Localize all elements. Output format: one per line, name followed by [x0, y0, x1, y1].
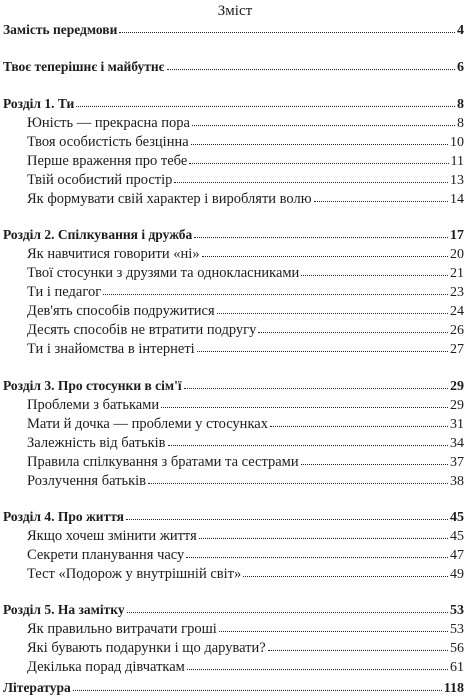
toc-entry — [27, 565, 464, 583]
dot-leader — [187, 668, 448, 670]
toc-entry-label: Твій особистий простір — [27, 172, 173, 188]
toc-entry-page: 38 — [450, 474, 464, 489]
toc-entry — [27, 453, 464, 471]
toc-entry — [27, 264, 464, 282]
toc-entry-page: 45 — [450, 510, 464, 525]
toc-entry-label: Твої стосунки з друзями та однокласниками — [27, 265, 300, 281]
toc-entry-page: 56 — [450, 641, 464, 656]
toc-entry — [27, 171, 464, 189]
toc-entry-page: 37 — [450, 455, 464, 470]
toc-entry-label: Як формувати свій характер і виробляти волю — [27, 191, 312, 207]
toc-entry — [3, 58, 464, 76]
toc-entry — [3, 377, 464, 395]
toc-entry-page: 23 — [450, 285, 464, 300]
toc-entry-page: 20 — [450, 247, 464, 262]
toc-entry — [27, 302, 464, 320]
dot-leader — [197, 350, 448, 352]
toc-entry-page: 6 — [457, 60, 464, 75]
toc-entry — [27, 658, 464, 676]
toc-entry-page: 53 — [450, 603, 464, 618]
toc-entry — [27, 133, 464, 151]
dot-leader — [258, 331, 448, 333]
dot-leader — [191, 143, 448, 145]
toc-entry-label: Юність — прекрасна пора — [27, 115, 190, 131]
toc-entry-label: Розділ 1. Ти — [3, 96, 75, 111]
toc-entry-page: 45 — [450, 529, 464, 544]
toc-entry-label: Десять способів не втратити подругу — [27, 322, 257, 338]
toc-entry — [27, 639, 464, 657]
toc-entry-page: 26 — [450, 323, 464, 338]
toc-entry-page: 11 — [450, 154, 464, 169]
dot-leader — [199, 537, 448, 539]
toc-entry-page: 53 — [450, 622, 464, 637]
toc-entry — [3, 679, 464, 697]
toc-entry-label: Розділ 3. Про стосунки в сім'ї — [3, 378, 182, 393]
toc-entry-page: 14 — [450, 192, 464, 207]
dot-leader — [161, 406, 448, 408]
dot-leader — [194, 236, 448, 238]
toc-entry-page: 21 — [450, 266, 464, 281]
toc-entry-label: Дев'ять способів подружитися — [27, 303, 215, 319]
toc-entry-page: 10 — [450, 135, 464, 150]
toc-entry-label: Які бувають подарунки і що дарувати? — [27, 640, 266, 656]
toc-entry-page: 29 — [450, 398, 464, 413]
dot-leader — [202, 255, 448, 257]
toc-entry-label: Якщо хочеш змінити життя — [27, 528, 197, 544]
toc-entry — [27, 245, 464, 263]
toc-entry-page: 13 — [450, 173, 464, 188]
toc-entry — [27, 321, 464, 339]
toc-entry-page: 47 — [450, 548, 464, 563]
dot-leader — [174, 181, 448, 183]
dot-leader — [270, 425, 448, 427]
dot-leader — [243, 575, 448, 577]
toc-entry-label: Секрети планування часу — [27, 547, 185, 563]
toc-entry-page: 24 — [450, 304, 464, 319]
dot-leader — [189, 162, 448, 164]
toc-entry-label: Розлучення батьків — [27, 473, 147, 489]
toc-entry-page: 27 — [450, 342, 464, 357]
toc-entry — [27, 546, 464, 564]
toc-entry-label: Як правильно витрачати гроші — [27, 621, 217, 637]
toc-entry-page: 34 — [450, 436, 464, 451]
toc-entry-label: Розділ 5. На замітку — [3, 602, 125, 617]
toc-entry-label: Ти і знайомства в інтернеті — [27, 341, 195, 357]
toc-entry — [27, 527, 464, 545]
dot-leader — [314, 200, 448, 202]
toc-entry — [27, 114, 464, 132]
toc-entry-label: Твоє теперішнє і майбутнє — [3, 59, 165, 74]
dot-leader — [192, 124, 455, 126]
toc-entry-page: 29 — [450, 379, 464, 394]
toc-entry-page: 8 — [457, 97, 464, 112]
toc-entry-page: 17 — [450, 228, 464, 243]
dot-leader — [103, 293, 448, 295]
dot-leader — [127, 611, 448, 613]
toc-entry — [27, 396, 464, 414]
dot-leader — [217, 312, 448, 314]
toc-entry-label: Правила спілкування з братами та сестрами — [27, 454, 299, 470]
toc-entry-label: Розділ 4. Про життя — [3, 509, 124, 524]
dot-leader — [148, 482, 448, 484]
toc-entry-page: 49 — [450, 567, 464, 582]
toc-entry-label: Тест «Подорож у внутрішній світ» — [27, 566, 242, 582]
toc-entry — [27, 340, 464, 358]
toc-entry-label: Проблеми з батьками — [27, 397, 160, 413]
dot-leader — [184, 387, 448, 389]
toc-entry-label: Залежність від батьків — [27, 435, 166, 451]
dot-leader — [219, 630, 448, 632]
dot-leader — [268, 649, 448, 651]
toc-entry — [3, 508, 464, 526]
toc-entry-page: 61 — [450, 660, 464, 675]
toc-entry-page: 118 — [443, 681, 464, 696]
dot-leader — [301, 463, 448, 465]
toc-entry-page: 8 — [457, 116, 464, 131]
toc-entry — [3, 95, 464, 113]
dot-leader — [186, 556, 448, 558]
toc-entry-label: Замість передмови — [3, 22, 118, 37]
toc-entry — [27, 283, 464, 301]
dot-leader — [76, 105, 455, 107]
dot-leader — [167, 68, 455, 70]
toc-entry-label: Як навчитися говорити «ні» — [27, 246, 200, 262]
toc-entry-page: 4 — [457, 23, 464, 38]
dot-leader — [73, 689, 442, 691]
toc-entry — [3, 21, 464, 39]
toc-entry — [3, 226, 464, 244]
toc-entry-label: Перше враження про тебе — [27, 153, 188, 169]
toc-entry — [27, 472, 464, 490]
toc-entry — [27, 434, 464, 452]
toc-entry-page: 31 — [450, 417, 464, 432]
toc-entry — [27, 190, 464, 208]
toc-entry-label: Ти і педагог — [27, 284, 102, 300]
toc-entry-label: Мати й дочка — проблеми у стосунках — [27, 416, 268, 432]
toc-title: Зміст — [217, 3, 253, 19]
toc-entry — [27, 152, 464, 170]
toc-entry-label: Розділ 2. Спілкування і дружба — [3, 227, 193, 242]
toc-entry — [3, 601, 464, 619]
toc-entry — [27, 415, 464, 433]
dot-leader — [301, 274, 448, 276]
dot-leader — [168, 444, 448, 446]
dot-leader — [126, 518, 448, 520]
toc-entry-label: Твоя особистість безцінна — [27, 134, 189, 150]
toc-entry-label: Декілька порад дівчаткам — [27, 659, 185, 675]
toc-entry — [27, 620, 464, 638]
dot-leader — [119, 31, 455, 33]
toc-entry-label: Література — [3, 680, 71, 695]
